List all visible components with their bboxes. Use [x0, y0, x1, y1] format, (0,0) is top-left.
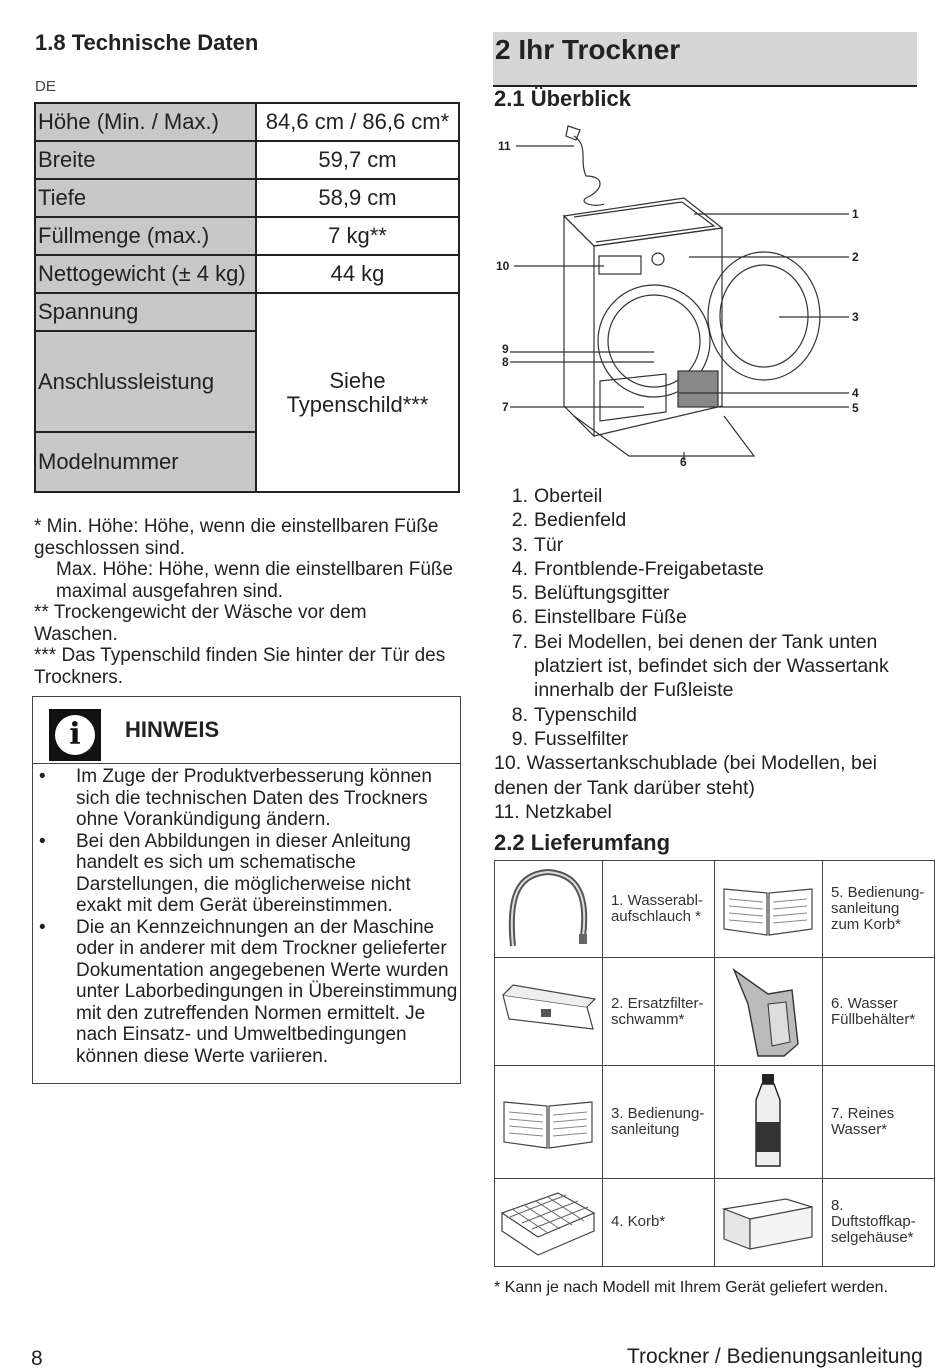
table-row — [495, 958, 935, 1066]
list-item: 8. Typenschild — [511, 703, 637, 726]
footnote-max-height: Max. Höhe: Höhe, wenn die einstellbaren Füße maximal ausgefahren sind. — [56, 559, 454, 602]
rating-plate-value: Siehe Typenschild*** — [256, 293, 459, 492]
list-item: 6. Einstellbare Füße — [511, 606, 687, 629]
width-value: 59,7 cm — [256, 141, 459, 179]
list-item: 9. Fusselfilter — [511, 727, 629, 750]
section-title-overview: 2.1 Überblick — [494, 86, 631, 111]
info-icon: i — [49, 709, 101, 761]
hose-icon — [503, 866, 593, 952]
weight-label: Nettogewicht (± 4 kg) — [35, 255, 256, 293]
page-number: 8 — [31, 1347, 43, 1370]
capacity-label: Füllmenge (max.) — [35, 217, 256, 255]
notice-header — [33, 697, 460, 764]
callout-label: 4 — [852, 386, 859, 400]
language-code: DE — [35, 78, 56, 95]
water-container-icon — [728, 964, 808, 1060]
width-label: Breite — [35, 141, 256, 179]
scope-item-label: 5. Bedienung-sanleitung zum Korb* — [822, 861, 934, 958]
capsule-box-icon — [720, 1191, 816, 1253]
table-row — [495, 1066, 935, 1179]
section-title-technical-data: 1.8 Technische Daten — [35, 30, 259, 55]
callout-label: 10 — [496, 259, 510, 273]
list-item: 5. Belüftungsgitter — [511, 582, 670, 605]
footnotes — [34, 516, 454, 688]
technical-data-table — [34, 102, 460, 493]
callout-label: 9 — [502, 342, 509, 356]
callout-label: 5 — [852, 401, 859, 415]
callout-label: 7 — [502, 400, 509, 414]
table-row — [35, 141, 459, 179]
height-value: 84,6 cm / 86,6 cm* — [256, 103, 459, 141]
list-item: 1. Oberteil — [511, 485, 603, 507]
footnote-rating-plate: *** Das Typenschild finden Sie hinter der Tür des Trockners. — [34, 645, 446, 688]
scope-item-label: 6. Wasser Füllbehälter* — [822, 958, 934, 1066]
list-item: • Bei den Abbildungen in dieser Anleitung handelt es sich um schematische Darstellungen, die möglicherweise nicht exakt mit dem Gerät übereinstimmen. — [33, 831, 460, 917]
scope-of-delivery-table — [494, 860, 935, 1267]
callout-label: 2 — [852, 250, 859, 264]
list-item: 10. Wassertankschublade (bei Modellen, bei denen der Tank darüber steht) — [494, 752, 877, 799]
parts-list — [494, 484, 924, 824]
list-item: 7. Bei Modellen, bei denen der Tank unten platziert ist, befindet sich der Wassertank innerhalb der Fußleiste — [511, 630, 889, 702]
capacity-value: 7 kg** — [256, 217, 459, 255]
callout-label: 6 — [680, 455, 687, 469]
callout-label: 8 — [502, 355, 509, 369]
manual-icon — [501, 1092, 595, 1152]
scope-item-label: 3. Bedienung-sanleitung — [602, 1066, 714, 1179]
depth-value: 58,9 cm — [256, 179, 459, 217]
scope-item-label: 8. Duftstoffkap-selgehäuse* — [822, 1178, 934, 1266]
table-row — [35, 179, 459, 217]
notice-box — [32, 696, 461, 1084]
section-title-scope-of-delivery: 2.2 Lieferumfang — [494, 830, 671, 855]
list-item: 11. Netzkabel — [494, 800, 612, 823]
callout-label: 1 — [852, 207, 859, 221]
footnote-dry-weight: ** Trockengewicht der Wäsche vor dem Waschen. — [34, 602, 367, 645]
table-row — [495, 861, 935, 958]
table-row — [35, 217, 459, 255]
list-item: 4. Frontblende-Freigabetaste — [511, 557, 764, 580]
list-item: 3. Tür — [511, 533, 564, 556]
depth-label: Tiefe — [35, 179, 256, 217]
scope-item-label: 2. Ersatzfilter-schwamm* — [602, 958, 714, 1066]
basket-icon — [498, 1183, 598, 1261]
scope-item-label: 1. Wasserabl-aufschlauch * — [602, 861, 714, 958]
footnote-min-height: * Min. Höhe: Höhe, wenn die einstellbaren Füße geschlossen sind. — [34, 516, 439, 559]
scope-item-label: 7. Reines Wasser* — [822, 1066, 934, 1179]
bottle-icon — [748, 1072, 788, 1172]
notice-list — [33, 764, 460, 1067]
chapter-header — [493, 32, 917, 87]
table-row — [495, 1178, 935, 1266]
table-row — [35, 255, 459, 293]
footer-title: Trockner / Bedienungsanleitung — [627, 1345, 923, 1368]
weight-value: 44 kg — [256, 255, 459, 293]
list-item: • Im Zuge der Produktverbesserung können sich die technischen Daten des Trockners ohne Vorankündigung ändern. — [33, 766, 460, 831]
notice-title: HINWEIS — [125, 717, 220, 742]
power-label: Anschlussleistung — [35, 331, 256, 432]
callout-label: 11 — [498, 139, 511, 153]
manual-icon — [721, 879, 815, 939]
dryer-drawing — [510, 126, 849, 460]
table-row — [35, 103, 459, 141]
list-item: 2. Bedienfeld — [511, 509, 627, 532]
scope-footnote: * Kann je nach Modell mit Ihrem Gerät geliefert werden. — [494, 1279, 888, 1296]
sponge-icon — [499, 977, 597, 1047]
chapter-title: 2 Ihr Trockner — [495, 34, 681, 65]
table-row — [35, 293, 459, 331]
scope-item-label: 4. Korb* — [602, 1178, 714, 1266]
dryer-overview-diagram — [494, 116, 874, 476]
list-item: • Die an Kennzeichnungen an der Maschine oder in anderer mit dem Trockner gelieferter Dokumentation angegebenen Werte wurden unter Laborbedingungen in Übereinstimmung mit den zutreffenden Normen ermittelt. Je nach Einsatz- und Umweltbedingungen können diese Werte variieren. — [33, 917, 460, 1068]
height-label: Höhe (Min. / Max.) — [35, 103, 256, 141]
voltage-label: Spannung — [35, 293, 256, 331]
callout-label: 3 — [852, 310, 859, 324]
model-number-label: Modelnummer — [35, 432, 256, 492]
